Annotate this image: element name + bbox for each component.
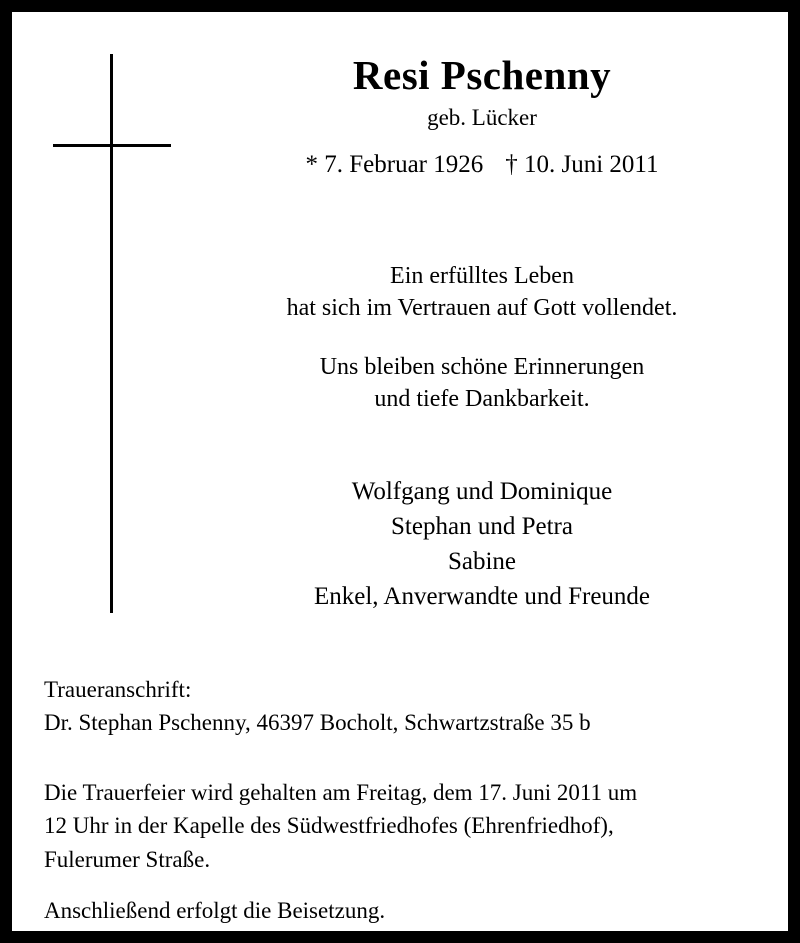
burial-note: Anschließend erfolgt die Beisetzung. [44, 898, 386, 924]
service-line: Die Trauerfeier wird gehalten am Freitag, dem 17. Juni 2011 um [44, 780, 638, 805]
mourning-address-block [44, 673, 764, 740]
verse-line: Ein erfülltes Leben [390, 263, 574, 289]
life-dates [192, 151, 772, 179]
family-line: Sabine [447, 548, 517, 575]
verse-block [192, 260, 772, 416]
family-line: Stephan und Petra [391, 513, 573, 540]
family-line: Enkel, Anverwandte und Freunde [313, 583, 651, 610]
mourning-address-value: Dr. Stephan Pschenny, 46397 Bocholt, Schwartzstraße 35 b [44, 710, 591, 736]
family-line: Wolfgang und Dominique [351, 478, 613, 505]
death-date: † 10. Juni 2011 [505, 151, 659, 179]
verse-line: Uns bleiben schöne Erinnerungen [319, 353, 645, 380]
service-line: 12 Uhr in der Kapelle des Südwestfriedhofes (Ehrenfriedhof), [44, 813, 614, 839]
header-block [192, 52, 772, 179]
funeral-service-block [44, 776, 774, 927]
mourning-address-label: Traueranschrift: [44, 677, 192, 702]
service-line: Fulerumer Straße. [44, 846, 211, 872]
family-block [192, 474, 772, 614]
verse-line: hat sich im Vertrauen auf Gott vollendet. [286, 295, 678, 322]
verse-paragraph-2 [192, 351, 772, 416]
verse-paragraph-1 [192, 260, 772, 325]
cross-icon [110, 54, 113, 613]
cross-icon-crossbar [53, 144, 171, 147]
maiden-name: geb. Lücker [427, 105, 537, 131]
deceased-name: Resi Pschenny [352, 52, 612, 98]
birth-date: * 7. Februar 1926 [305, 151, 484, 179]
verse-line: und tiefe Dankbarkeit. [374, 386, 590, 413]
obituary-notice [12, 12, 788, 931]
